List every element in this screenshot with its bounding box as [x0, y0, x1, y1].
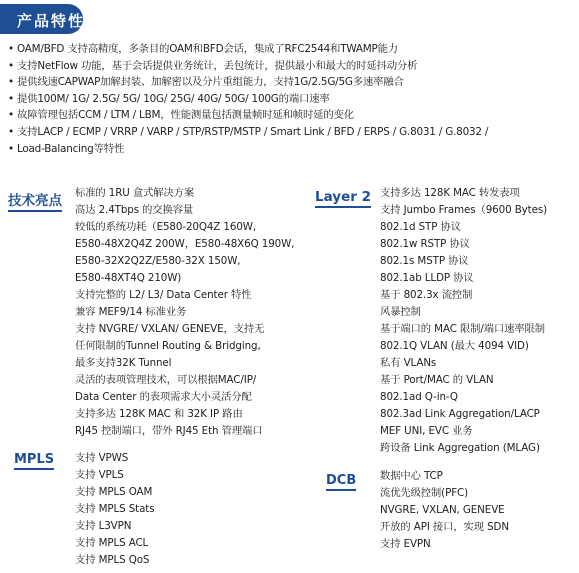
list-item: 支持 EVPN — [380, 538, 431, 550]
feature-text: 提供线速CAPWAP加解封装、加解密以及分片重组能力，支持1G/2.5G/5G多速率融合 — [16, 76, 404, 89]
list-item: E580-32X2Q2Z/E580-32X 150W, — [75, 255, 241, 267]
feature-text: 故障管理包括CCM / LTM / LBM，性能测量包括测量帧时延和帧时延的变化 — [16, 109, 354, 122]
list-item — [8, 107, 574, 124]
list-item — [8, 74, 574, 91]
list-item: 高达 2.4Tbps 的交换容量 — [75, 204, 194, 216]
bullet-icon: • — [8, 109, 14, 122]
list-item: 跨设备 Link Aggregation (MLAG) — [380, 442, 540, 454]
list-item: 数据中心 TCP — [380, 470, 443, 482]
list-item: 最多支持32K Tunnel — [75, 357, 172, 369]
list-item: 802.1w RSTP 协议 — [380, 238, 470, 250]
bullet-icon: • — [8, 92, 14, 105]
list-item — [8, 91, 574, 108]
section-label-dcb: DCB — [326, 473, 356, 491]
list-item — [8, 124, 574, 141]
bullet-icon: • — [8, 125, 14, 138]
section-banner — [0, 4, 86, 34]
list-item: 任何限制的Tunnel Routing & Bridging, — [75, 340, 261, 352]
list-item: 802.1Q VLAN (最大 4094 VID) — [380, 340, 529, 352]
list-item: E580-48XT4Q 210W) — [75, 272, 182, 284]
list-item: 私有 VLANs — [380, 357, 437, 369]
list-item: 支持 NVGRE/ VXLAN/ GENEVE，支持无 — [75, 323, 265, 335]
section-label-tech: 技术亮点 — [8, 189, 62, 212]
section-label-mpls: MPLS — [14, 452, 54, 470]
list-item: 标准的 1RU 盒式解决方案 — [75, 187, 195, 199]
feature-text: 提供100M/ 1G/ 2.5G/ 5G/ 10G/ 25G/ 40G/ 50G/ 100G的端口速率 — [16, 92, 330, 105]
list-item: 802.1ab LLDP 协议 — [380, 272, 474, 284]
list-item: 基于 802.3x 流控制 — [380, 289, 473, 301]
list-item: NVGRE, VXLAN, GENEVE — [380, 504, 505, 516]
list-item: 802.1s MSTP 协议 — [380, 255, 469, 267]
list-item: 支持 MPLS QoS — [75, 554, 150, 566]
bullet-icon: • — [8, 76, 14, 89]
list-item: 支持多达 128K MAC 和 32K IP 路由 — [75, 408, 243, 420]
list-item: 支持 VPLS — [75, 469, 124, 481]
list-item: 较低的系统功耗（E580-20Q4Z 160W, — [75, 221, 257, 233]
section-label-layer2: Layer 2 — [315, 189, 371, 208]
list-item: 支持 MPLS OAM — [75, 486, 153, 498]
layer2-list — [380, 185, 575, 457]
bullet-icon: • — [8, 142, 14, 155]
list-item: Data Center 的表项需求大小灵活分配 — [75, 391, 252, 403]
list-item — [8, 141, 574, 158]
list-item: 802.3ad Link Aggregation/LACP — [380, 408, 540, 420]
list-item: E580-48X2Q4Z 200W，E580-48X6Q 190W, — [75, 238, 295, 250]
bullet-icon: • — [8, 43, 14, 55]
list-item: RJ45 控制端口，带外 RJ45 Eth 管理端口 — [75, 425, 263, 437]
list-item: MEF UNI, EVC 业务 — [380, 425, 473, 437]
feature-list — [8, 41, 574, 157]
list-item: 基于 Port/MAC 的 VLAN — [380, 374, 494, 386]
list-item — [8, 58, 574, 75]
list-item: 开放的 API 接口，实现 SDN — [380, 521, 509, 533]
mpls-list — [75, 450, 305, 569]
list-item — [8, 41, 574, 58]
bullet-icon: • — [8, 59, 14, 72]
list-item: 支持完整的 L2/ L3/ Data Center 特性 — [75, 289, 252, 301]
list-item: 支持 VPWS — [75, 452, 129, 464]
list-item: 支持多达 128K MAC 转发表项 — [380, 187, 520, 199]
feature-text: Load-Balancing等特性 — [16, 142, 125, 155]
list-item: 风暴控制 — [380, 306, 421, 318]
list-item: 支持 MPLS ACL — [75, 537, 149, 549]
feature-text: 支持NetFlow 功能，基于会话提供业务统计，丢包统计，提供最小和最大的时延抖动分析 — [16, 59, 418, 72]
list-item: 支持 Jumbo Frames（9600 Bytes) — [380, 204, 548, 216]
list-item: 兼容 MEF9/14 标准业务 — [75, 306, 187, 318]
list-item: 流优先级控制(PFC) — [380, 487, 469, 499]
list-item: 支持 MPLS Stats — [75, 503, 155, 515]
list-item: 灵活的表项管理技术，可以根据MAC/IP/ — [75, 374, 257, 386]
list-item: 802.1ad Q-in-Q — [380, 391, 458, 403]
section-title: 产品特性 — [17, 12, 86, 30]
list-item: 基于端口的 MAC 限制/端口速率限制 — [380, 323, 545, 335]
tech-highlights-list — [75, 185, 315, 440]
feature-text: 支持LACP / ECMP / VRRP / VARP / STP/RSTP/MSTP / Smart Link / BFD / ERPS / G.8031 / G.8032 / — [16, 125, 489, 138]
feature-text: OAM/BFD 支持高精度，多条目的OAM和BFD会话，集成了RFC2544和TWAMP能力 — [16, 43, 398, 55]
dcb-list — [380, 468, 575, 553]
list-item: 802.1d STP 协议 — [380, 221, 461, 233]
list-item: 支持 L3VPN — [75, 520, 132, 532]
